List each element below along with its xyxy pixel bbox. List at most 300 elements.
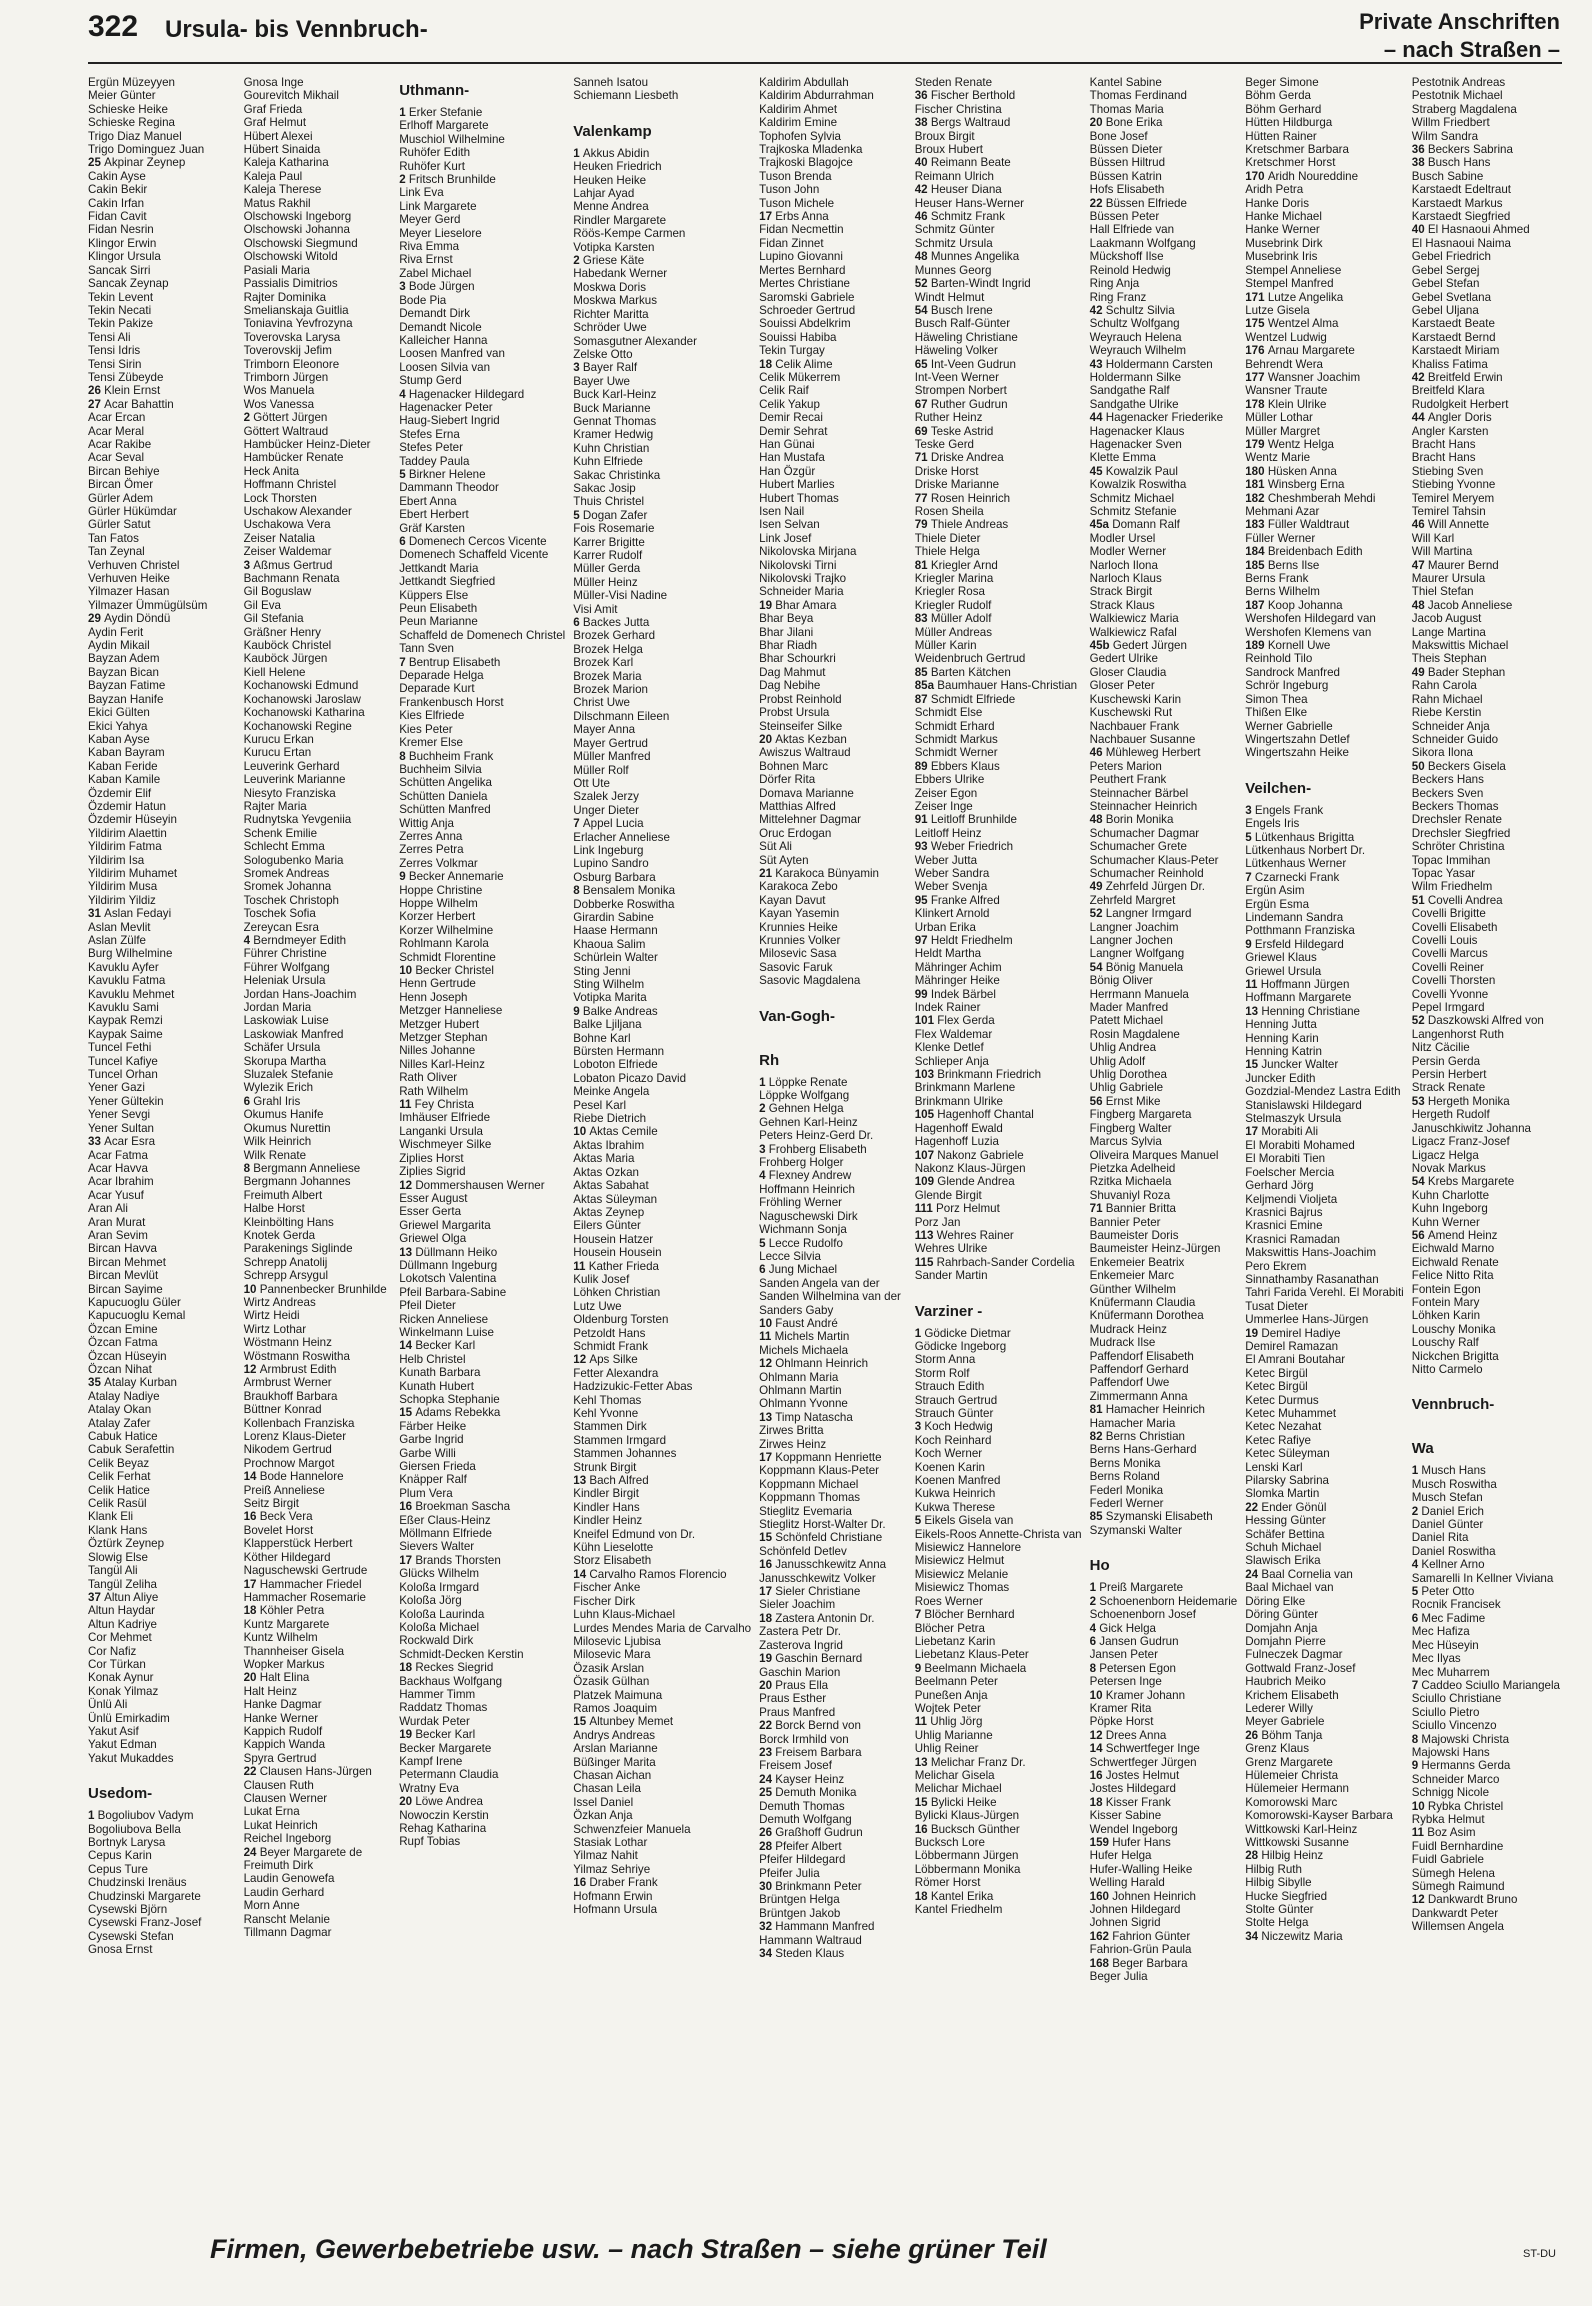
directory-entry — [399, 1179, 565, 1192]
directory-entry: Hubert Marlies — [759, 478, 835, 492]
house-number: 13 — [1245, 1004, 1262, 1018]
resident-name: Lütkenhaus Brigitta — [1254, 830, 1355, 844]
directory-entry: Kavuklu Sami — [88, 1001, 159, 1015]
resident-name: Praus Ella — [775, 1678, 829, 1692]
directory-entry: Windt Helmut — [914, 290, 985, 304]
house-number: 14 — [243, 1470, 260, 1484]
directory-entry — [1090, 1836, 1238, 1849]
directory-entry: Schwenzfeier Manuela — [573, 1822, 691, 1836]
directory-entry: Gerhard Jörg — [1245, 1179, 1314, 1193]
directory-entry: Wittig Anja — [399, 816, 454, 830]
directory-entry: Schrepp Arsygul — [243, 1269, 329, 1283]
house-number: 46 — [1411, 518, 1428, 532]
spacer — [573, 103, 751, 117]
directory-entry: Wylezik Erich — [243, 1081, 314, 1095]
directory-entry: Milosevic Sasa — [759, 947, 837, 961]
directory-entry: Novak Markus — [1411, 1161, 1486, 1175]
directory-entry: Heuken Friedrich — [573, 160, 662, 174]
directory-entry: Häweling Volker — [914, 344, 998, 358]
house-number: 4 — [759, 1169, 769, 1183]
directory-entry: Schumacher Dagmar — [1089, 826, 1200, 840]
house-number: 170 — [1245, 169, 1268, 183]
directory-entry: Möllmann Elfriede — [399, 1527, 492, 1541]
resident-name: Breitfeld Erwin — [1427, 370, 1503, 384]
directory-entry: Sander Martin — [914, 1269, 988, 1283]
directory-entry: Wendel Ingeborg — [1089, 1822, 1178, 1836]
directory-entry: Koppmann Klaus-Peter — [759, 1464, 879, 1478]
resident-name: Berns Christian — [1105, 1430, 1186, 1444]
house-number: 17 — [759, 1451, 776, 1464]
directory-entry: Zeiser Inge — [914, 799, 973, 813]
house-number: 51 — [1411, 893, 1428, 907]
resident-name: Baal Cornelia van — [1261, 1567, 1353, 1581]
house-number: 52 — [914, 277, 931, 291]
directory-entry: Konak Aynur — [88, 1671, 154, 1685]
directory-entry — [244, 1283, 392, 1296]
directory-entry: Kochanowski Jaroslaw — [243, 692, 361, 706]
house-number: 175 — [1245, 317, 1268, 331]
directory-entry — [1090, 1510, 1238, 1523]
directory-entry: Führer Christine — [243, 947, 327, 961]
resident-name: Eikels Gisela van — [924, 1514, 1014, 1528]
directory-entry: Hanke Dagmar — [243, 1698, 322, 1712]
house-number: 111 — [914, 1202, 937, 1216]
directory-entry: Rupf Tobias — [399, 1835, 461, 1849]
directory-entry — [88, 1376, 236, 1389]
resident-name: Will Annette — [1427, 518, 1490, 532]
resident-name: Hermanns Gerda — [1421, 1759, 1511, 1773]
directory-entry: Thiele Dieter — [914, 531, 981, 545]
directory-entry: Kleinbölting Hans — [243, 1215, 334, 1229]
directory-entry: Uschakowa Vera — [243, 518, 331, 532]
directory-entry: Narloch Klaus — [1089, 572, 1162, 586]
directory-entry — [1090, 1796, 1238, 1809]
directory-entry: Hütten Hildburga — [1245, 116, 1333, 130]
directory-entry: Mittelehner Dagmar — [759, 813, 861, 827]
directory-entry: Pestotnik Michael — [1411, 89, 1503, 103]
directory-entry: Schumacher Klaus-Peter — [1089, 853, 1219, 867]
directory-entry — [573, 361, 751, 374]
directory-entry: Rybka Helmut — [1411, 1812, 1485, 1826]
directory-entry: Tangül Zeliha — [88, 1577, 157, 1591]
directory-entry — [1090, 1729, 1238, 1742]
resident-name: Kisser Frank — [1105, 1795, 1171, 1809]
directory-entry: Bayzan Bican — [88, 665, 159, 679]
directory-entry — [1245, 398, 1404, 411]
house-number: 46 — [914, 210, 931, 224]
directory-entry: Drechsler Renate — [1411, 813, 1502, 827]
directory-entry: Buchheim Silvia — [399, 762, 482, 776]
directory-entry: Tann Sven — [399, 642, 454, 656]
house-number: 28 — [759, 1839, 776, 1853]
house-number: 9 — [914, 1661, 925, 1675]
directory-entry: Stammen Dirk — [573, 1420, 647, 1434]
directory-entry: Gebel Friedrich — [1411, 250, 1492, 264]
house-number: 5 — [399, 467, 409, 481]
house-number: 36 — [1411, 143, 1428, 157]
directory-entry: Fontein Egon — [1411, 1282, 1481, 1296]
house-number: 52 — [1089, 907, 1106, 921]
directory-entry — [1090, 411, 1238, 424]
directory-entry: Langner Joachim — [1089, 920, 1179, 934]
house-number: 10 — [243, 1282, 260, 1296]
resident-name: Appel Lucia — [582, 817, 644, 831]
directory-entry: Bogoliubova Bella — [88, 1822, 181, 1836]
resident-name: Indek Bärbel — [930, 987, 996, 1001]
directory-entry: Bircan Sayime — [88, 1282, 163, 1296]
directory-entry: Klinkert Arnold — [914, 907, 990, 921]
house-number: 37 — [88, 1590, 105, 1604]
directory-entry: Strauch Günter — [914, 1407, 994, 1420]
directory-entry: Strack Birgit — [1089, 585, 1153, 599]
directory-entry: Kindler Birgit — [573, 1487, 639, 1501]
directory-entry: Thißen Elke — [1245, 706, 1308, 720]
directory-entry: Eilers Günter — [573, 1219, 641, 1233]
directory-entry — [399, 1098, 565, 1111]
directory-entry — [915, 1202, 1082, 1215]
directory-entry: Halbe Horst — [243, 1202, 305, 1216]
directory-entry — [759, 1947, 907, 1960]
directory-entry: Schieske Heike — [88, 102, 168, 116]
directory-entry: Link Margarete — [399, 199, 477, 213]
resident-name: Adams Rebekka — [415, 1406, 501, 1420]
directory-entry: Celik Beyaz — [88, 1456, 150, 1470]
directory-entry: Clausen Ruth — [243, 1778, 314, 1792]
directory-column-7 — [1090, 76, 1238, 2236]
house-number: 85a — [914, 679, 938, 693]
directory-entry: Bhar Jilani — [759, 625, 814, 639]
directory-entry: Röös-Kempe Carmen — [573, 227, 686, 241]
directory-entry: Ekici Yahya — [88, 719, 148, 733]
directory-entry — [573, 1125, 751, 1138]
house-number: 1 — [88, 1809, 98, 1823]
directory-entry: Stasiak Lothar — [573, 1836, 648, 1849]
directory-entry — [759, 1652, 907, 1665]
directory-entry — [915, 693, 1082, 706]
directory-entry: Modler Werner — [1089, 545, 1167, 559]
resident-name: Hagenacker Hildegard — [408, 387, 525, 401]
resident-name: Bode Jürgen — [408, 280, 475, 294]
directory-entry: Rahn Carola — [1411, 679, 1477, 693]
directory-entry — [1090, 1957, 1238, 1970]
directory-entry: Zirwes Heinz — [759, 1437, 827, 1451]
resident-name: Koppmann Henriette — [775, 1451, 882, 1464]
house-number: 38 — [914, 116, 931, 130]
directory-entry: Mec Muharrem — [1411, 1665, 1490, 1679]
directory-entry: Lupino Giovanni — [759, 250, 843, 264]
resident-name: Bader Stephan — [1427, 665, 1506, 679]
directory-entry: Celik Raif — [759, 384, 809, 398]
house-number: 52 — [1411, 1014, 1428, 1028]
directory-entry: Acar Rakibe — [88, 437, 152, 451]
resident-name: Porz Helmut — [936, 1202, 1000, 1216]
directory-entry: Verhuven Christel — [88, 558, 180, 572]
directory-entry — [1412, 518, 1560, 531]
directory-entry: Hagenhoff Ewald — [914, 1121, 1003, 1135]
directory-entry: Bylicki Klaus-Jürgen — [914, 1809, 1020, 1823]
directory-entry: Laudin Genowefa — [243, 1872, 335, 1886]
directory-entry — [915, 398, 1082, 411]
house-number: 181 — [1245, 478, 1268, 492]
house-number: 15 — [1245, 1058, 1262, 1072]
resident-name: Hammacher Friedel — [259, 1577, 362, 1591]
house-number: 2 — [399, 173, 409, 187]
house-number: 9 — [1245, 937, 1255, 951]
directory-entry: Ricken Anneliese — [399, 1312, 489, 1326]
directory-entry: Ruhöfer Edith — [399, 146, 471, 160]
directory-entry: Hoppe Christine — [399, 883, 483, 897]
house-number: 5 — [1245, 830, 1255, 844]
resident-name: Rahrbach-Sander Cordelia — [936, 1255, 1075, 1269]
directory-entry: Langner Wolfgang — [1089, 947, 1185, 961]
directory-entry — [1412, 223, 1560, 236]
house-number: 79 — [914, 518, 931, 532]
directory-entry: Praus Esther — [759, 1692, 827, 1706]
directory-entry — [1245, 317, 1404, 330]
house-number: 20 — [243, 1671, 260, 1685]
directory-entry: Meinke Angela — [573, 1085, 650, 1099]
directory-entry: Nowoczin Kerstin — [399, 1808, 489, 1822]
directory-entry — [1090, 1662, 1238, 1675]
resident-name: Preiß Margarete — [1099, 1581, 1184, 1595]
directory-entry: Driske Horst — [914, 464, 979, 478]
directory-entry — [1412, 1229, 1560, 1242]
directory-entry: Langanki Ursula — [399, 1124, 483, 1138]
directory-entry: Mayer Anna — [573, 723, 636, 737]
resident-name: Acar Esra — [104, 1135, 156, 1149]
directory-entry: Heuser Hans-Werner — [914, 196, 1025, 210]
directory-entry: Özkan Anja — [573, 1809, 633, 1823]
directory-entry: Kappich Wanda — [243, 1738, 326, 1752]
directory-entry: Löhken Karin — [1411, 1309, 1481, 1323]
directory-entry: Kneifel Edmund von Dr. — [573, 1527, 696, 1541]
directory-entry — [1245, 599, 1404, 612]
directory-entry: Louschy Monika — [1411, 1322, 1496, 1336]
resident-name: Beelmann Michaela — [924, 1661, 1027, 1675]
house-number: 17 — [399, 1553, 416, 1567]
directory-entry: Petermann Claudia — [399, 1768, 499, 1782]
directory-entry: Schiemann Liesbeth — [573, 89, 679, 103]
directory-entry — [915, 1715, 1082, 1728]
house-number: 19 — [399, 1728, 416, 1742]
resident-name: Kantel Erika — [930, 1889, 994, 1903]
directory-entry: Domjahn Pierre — [1245, 1634, 1326, 1648]
directory-entry: Covelli Louis — [1411, 934, 1478, 947]
directory-entry — [915, 1108, 1082, 1121]
directory-entry — [915, 679, 1082, 692]
directory-entry: Demir Recai — [759, 411, 823, 425]
directory-entry: El Hasnaoui Naima — [1411, 236, 1511, 250]
directory-entry: Hofs Elisabeth — [1089, 183, 1165, 197]
house-number: 54 — [1411, 1175, 1428, 1189]
resident-name: Klein Ulrike — [1267, 397, 1327, 411]
directory-entry: Mertes Christiane — [759, 277, 850, 291]
resident-name: Acar Bahattin — [104, 397, 174, 411]
resident-name: Erbs Anna — [775, 210, 829, 224]
directory-entry: Nikolovska Mirjana — [759, 545, 857, 559]
directory-entry — [88, 907, 236, 920]
house-number: 48 — [1411, 598, 1428, 612]
house-number: 16 — [573, 1876, 590, 1890]
directory-entry: Uhlig Andrea — [1089, 1041, 1157, 1055]
directory-entry — [399, 1661, 565, 1674]
house-number: 10 — [399, 964, 416, 977]
directory-entry — [915, 1608, 1082, 1621]
directory-entry: Freimuth Albert — [243, 1188, 323, 1202]
directory-entry: Karrer Rudolf — [573, 549, 643, 562]
directory-entry: Parakenings Siglinde — [243, 1242, 353, 1256]
directory-entry: Tensi Zübeyde — [88, 370, 164, 384]
directory-entry — [915, 1823, 1082, 1836]
directory-entry: Ramos Joaquim — [573, 1701, 658, 1715]
resident-name: Barten Kätchen — [930, 665, 1011, 679]
directory-entry: Thiel Stefan — [1411, 585, 1474, 599]
directory-entry — [915, 492, 1082, 505]
house-number: 15 — [573, 1715, 590, 1729]
resident-name: Borck Bernd von — [775, 1719, 861, 1733]
resident-name: Armbrust Edith — [259, 1363, 337, 1376]
directory-entry: Wos Manuela — [243, 384, 315, 398]
directory-entry: Kochanowski Regine — [243, 719, 352, 733]
directory-entry: Temirel Meryem — [1411, 491, 1495, 505]
house-number: 5 — [573, 508, 583, 522]
house-number: 10 — [573, 1125, 590, 1139]
directory-entry: Bracht Hans — [1411, 451, 1476, 465]
directory-entry: Uhlig Gabriele — [1089, 1081, 1164, 1095]
directory-entry: Hilbig Sibylle — [1245, 1876, 1312, 1890]
directory-entry: Buck Marianne — [573, 401, 651, 415]
resident-name: Michels Martin — [774, 1330, 850, 1344]
directory-entry: Sluzalek Stefanie — [243, 1068, 334, 1082]
directory-entry: Schmitz Günter — [914, 223, 995, 237]
directory-entry: Schäfer Ursula — [243, 1041, 321, 1055]
directory-entry: Bovelet Horst — [243, 1523, 314, 1537]
directory-entry: Cor Mehmet — [88, 1631, 152, 1645]
directory-entry: Hübert Sinaida — [243, 143, 321, 157]
house-number: 83 — [914, 612, 931, 626]
directory-entry: Rath Wilhelm — [399, 1084, 469, 1098]
resident-name: Angler Doris — [1427, 411, 1492, 425]
directory-entry: Özasik Arslan — [573, 1661, 645, 1675]
house-number: 85 — [914, 665, 931, 679]
directory-entry: Haase Hermann — [573, 924, 658, 938]
house-number: 13 — [759, 1410, 776, 1424]
directory-entry: Fischer Dirk — [573, 1594, 636, 1608]
directory-entry: Peun Marianne — [399, 615, 478, 629]
directory-entry: Ring Franz — [1089, 290, 1147, 304]
directory-entry: Tophofen Sylvia — [759, 129, 841, 143]
house-number: 93 — [914, 840, 931, 854]
directory-entry: Celik Yakup — [759, 397, 820, 411]
house-number: 9 — [1411, 1759, 1422, 1773]
directory-entry: Tuson Brenda — [759, 169, 832, 183]
resident-name: Beckers Gisela — [1427, 759, 1506, 773]
directory-entry: Büßinger Marita — [573, 1755, 656, 1769]
directory-entry — [1090, 1595, 1238, 1608]
directory-entry: Stelmaszyk Ursula — [1245, 1112, 1342, 1126]
directory-entry — [244, 934, 392, 947]
directory-entry: Ketec Durmus — [1245, 1393, 1319, 1407]
directory-entry — [399, 656, 565, 669]
directory-entry: Naguschewski Dirk — [759, 1209, 858, 1223]
resident-name: Rybka Christel — [1427, 1799, 1504, 1813]
directory-entry: Raddatz Thomas — [399, 1701, 488, 1715]
directory-entry: Özdemir Elif — [88, 786, 152, 800]
resident-name: Lecce Rudolfo — [768, 1236, 843, 1250]
directory-entry: Ohlmann Yvonne — [759, 1397, 848, 1411]
resident-name: Carvalho Ramos Florencio — [589, 1567, 727, 1581]
directory-entry: Milosevic Ljubisa — [573, 1634, 661, 1648]
resident-name: Schmitz Frank — [930, 210, 1005, 224]
directory-entry: Jordan Maria — [243, 1001, 312, 1015]
house-number: 26 — [1245, 1728, 1262, 1742]
directory-entry: Hanke Michael — [1245, 210, 1322, 224]
house-number: 40 — [914, 156, 931, 170]
directory-entry: Smelianskaja Guitlia — [243, 303, 349, 317]
house-number: 12 — [399, 1178, 416, 1192]
directory-entry: Bone Josef — [1089, 129, 1148, 143]
directory-entry: Büssen Katrin — [1089, 169, 1162, 183]
directory-entry: Sandgathe Ralf — [1089, 384, 1170, 398]
directory-entry: Stiebing Sven — [1411, 464, 1484, 478]
directory-entry: Yakut Mukaddes — [88, 1751, 174, 1765]
directory-entry: Schneider Guido — [1411, 732, 1499, 746]
directory-entry: Krasnici Emine — [1245, 1219, 1323, 1233]
directory-entry — [399, 964, 565, 977]
directory-entry: Berns Monika — [1089, 1456, 1161, 1470]
resident-name: Petersen Egon — [1099, 1661, 1176, 1675]
directory-column-5 — [759, 76, 907, 2236]
house-number: 67 — [914, 397, 931, 411]
resident-name: Uhlig Jörg — [930, 1715, 983, 1729]
resident-name: Flex Gerda — [937, 1014, 995, 1028]
resident-name: Becker Annemarie — [408, 870, 504, 884]
directory-entry — [915, 1327, 1082, 1340]
directory-entry — [1090, 465, 1238, 478]
directory-entry: Celik Mükerrem — [759, 370, 841, 384]
house-number: 2 — [759, 1102, 769, 1116]
directory-entry: Haug-Siebert Ingrid — [399, 414, 500, 428]
directory-entry: Baumeister Heinz-Jürgen — [1089, 1242, 1221, 1256]
resident-name: Maurer Bernd — [1427, 558, 1499, 572]
directory-entry: Passialis Dimitrios — [243, 277, 338, 291]
directory-entry: Paffendorf Elisabeth — [1089, 1349, 1194, 1363]
directory-entry — [1412, 1505, 1560, 1518]
directory-entry: Januschkiwitz Johanna — [1411, 1121, 1531, 1135]
house-number: 49 — [1089, 880, 1106, 894]
directory-entry — [1090, 880, 1238, 893]
directory-entry — [915, 934, 1082, 947]
directory-entry — [915, 1420, 1082, 1433]
resident-name: Becker Karl — [415, 1728, 476, 1742]
resident-name: Backes Jutta — [582, 616, 650, 630]
directory-entry — [1412, 1175, 1560, 1188]
house-number: 30 — [759, 1880, 776, 1893]
directory-entry: Liebetanz Karin — [914, 1634, 996, 1648]
directory-entry: Jacob August — [1411, 612, 1482, 626]
directory-entry: Büssen Hiltrud — [1089, 156, 1166, 170]
directory-entry: Ligacz Helga — [1411, 1148, 1479, 1162]
resident-name: Munnes Angelika — [930, 250, 1020, 264]
directory-entry: Zasterova Ingrid — [759, 1638, 843, 1652]
directory-entry: Bönig Oliver — [1089, 974, 1153, 988]
resident-name: Thiele Andreas — [930, 518, 1009, 532]
directory-entry: Schäfer Bettina — [1245, 1527, 1325, 1541]
directory-entry: Strauch Edith — [914, 1380, 985, 1394]
directory-entry: Kriegler Marina — [914, 572, 994, 586]
directory-entry: Karstaedt Markus — [1411, 196, 1503, 210]
directory-entry: Tuson John — [759, 183, 820, 197]
